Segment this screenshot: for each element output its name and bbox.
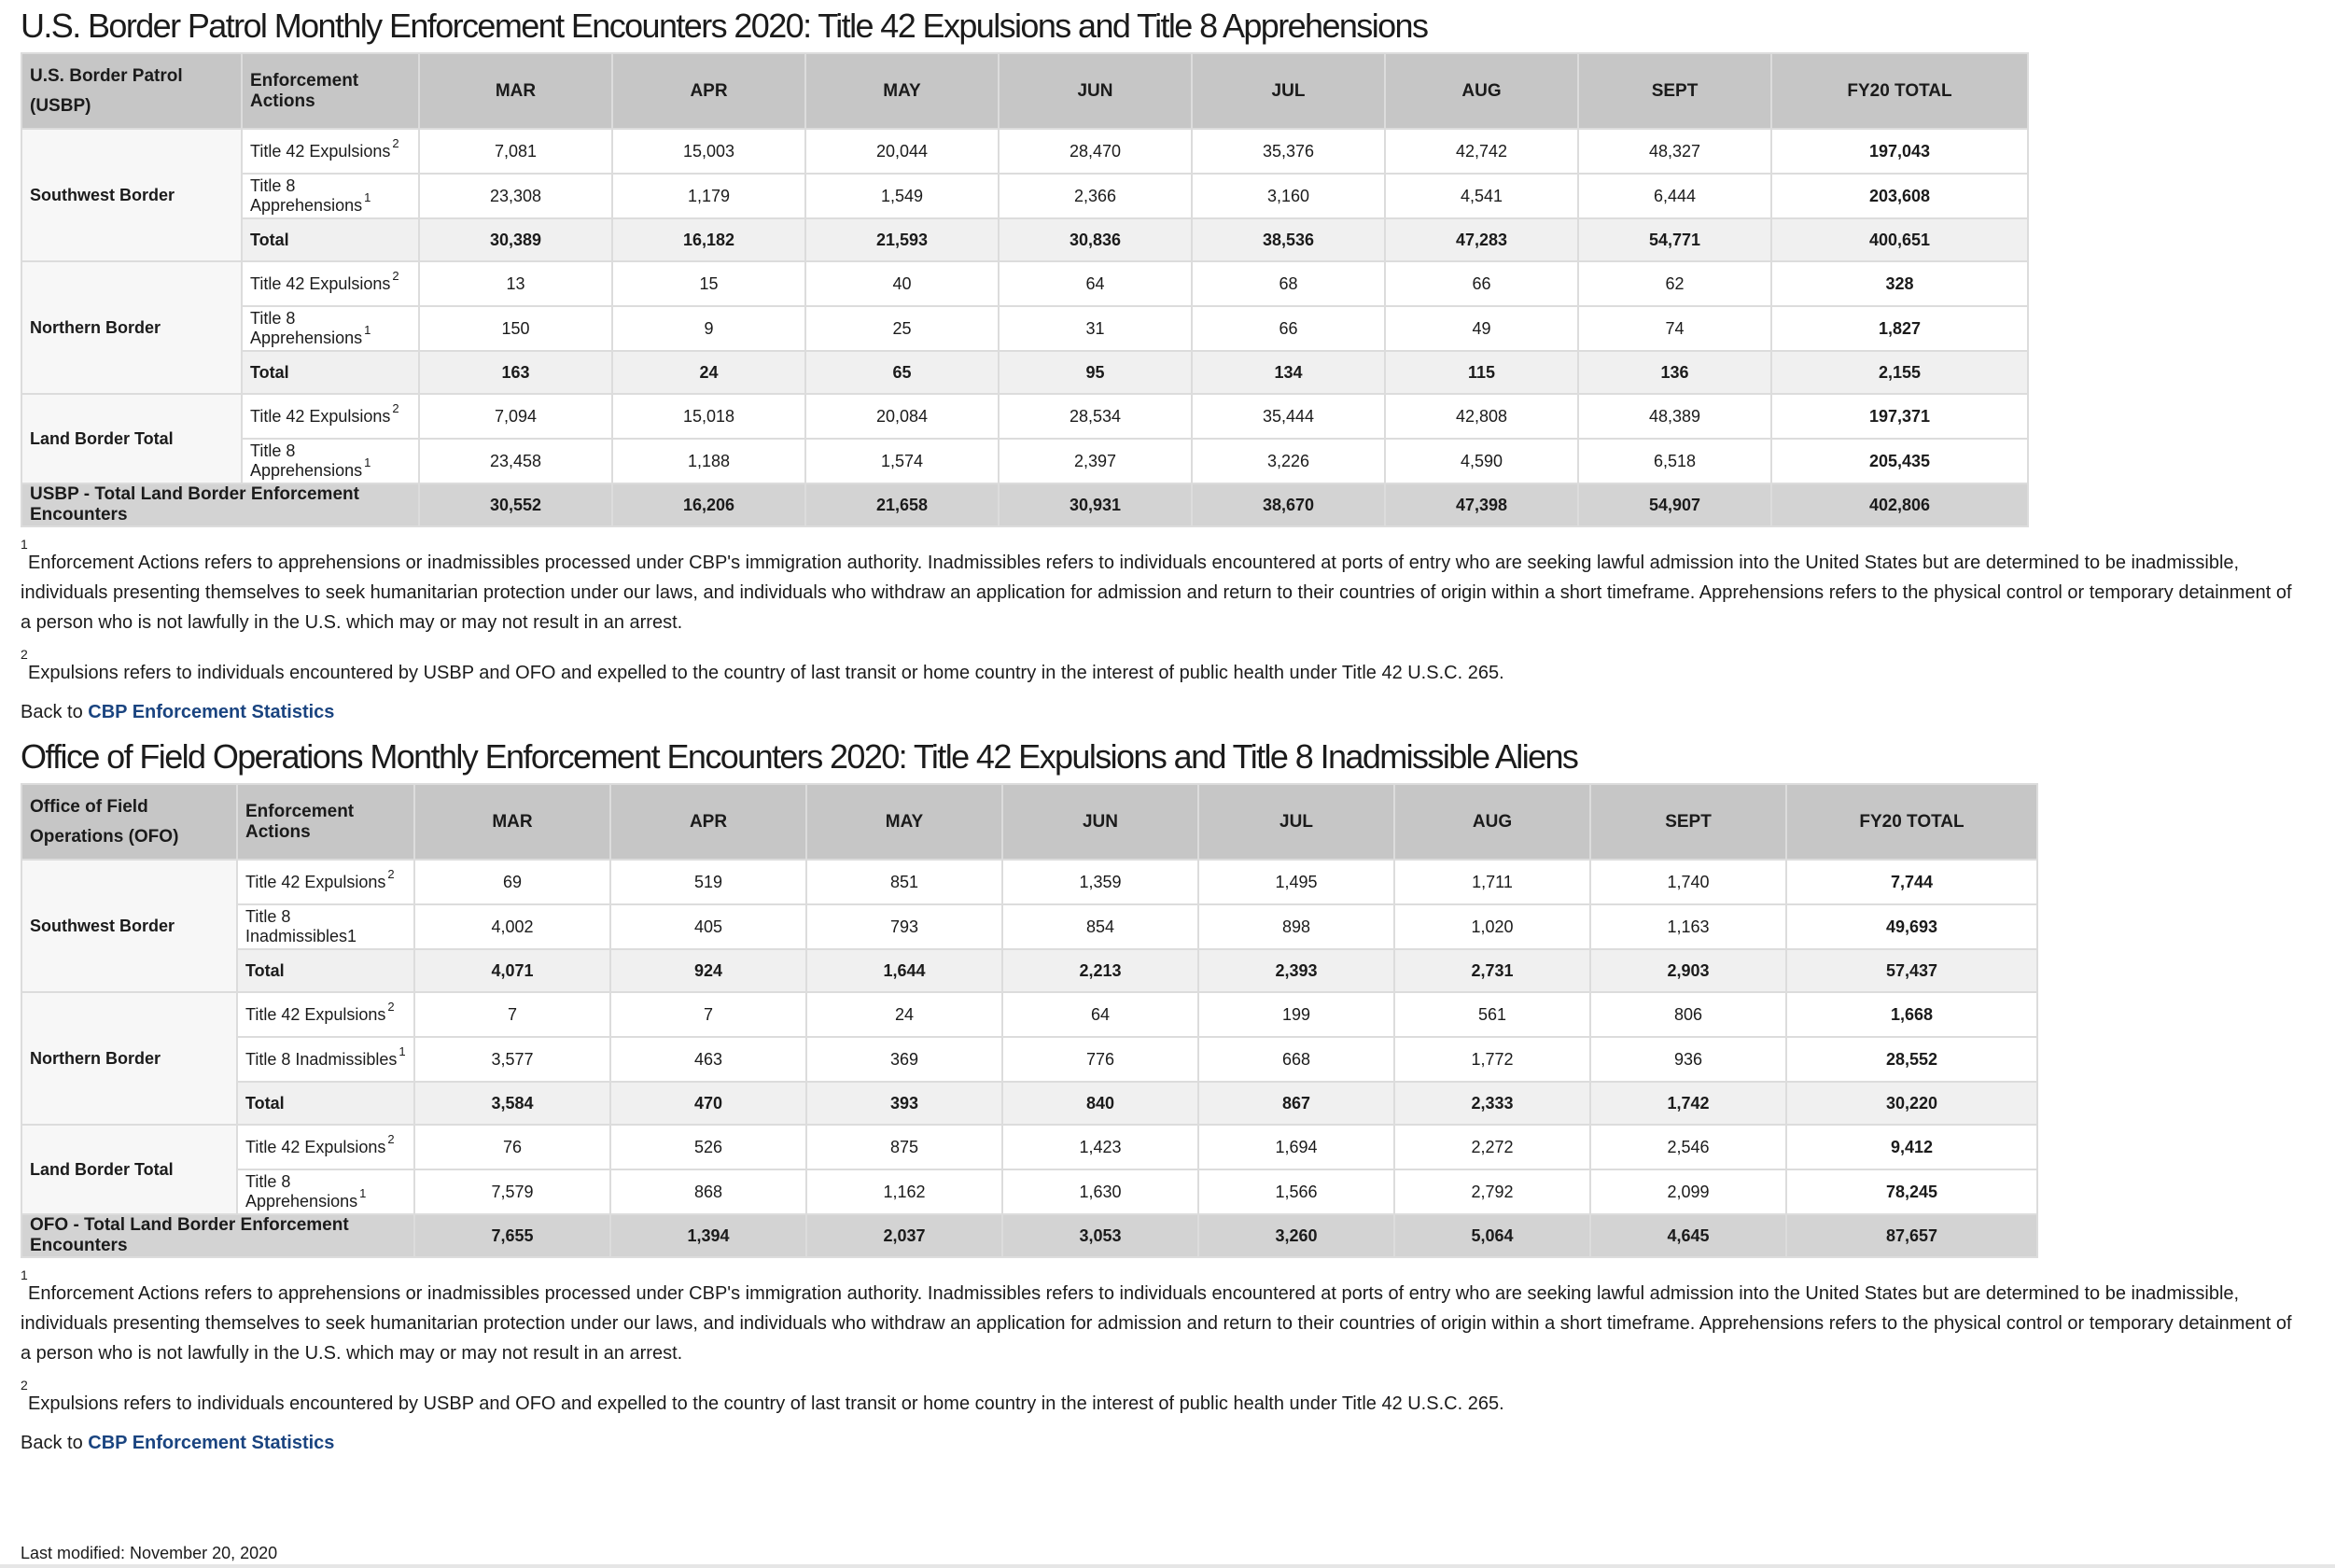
last-modified: Last modified: November 20, 2020 [21,1544,278,1562]
value-cell: 3,226 [1192,439,1385,483]
table-row [21,860,2037,904]
value-cell: 20,084 [805,394,999,439]
page [21,0,2316,1458]
table-row [21,129,2028,174]
value-cell: 62 [1578,261,1771,306]
value-cell: 854 [1002,904,1198,949]
footnote-ref: 1 [364,190,371,204]
grand-fy-total-cell: 87,657 [1786,1214,2037,1257]
footnote-ref: 1 [364,323,371,337]
action-label-text: Title 8 Apprehensions [250,441,363,480]
footnote-text: Expulsions refers to individuals encountered by USBP and OFO and expelled to the country of last transit or home country in the interest of public health under Title 42 U.S.C. 265. [28,663,1504,683]
action-label [237,860,414,904]
value-cell: 1,694 [1198,1125,1394,1169]
value-cell: 1,188 [612,439,805,483]
value-cell: 470 [610,1082,806,1125]
grand-value-cell: 7,655 [414,1214,610,1257]
fy-total-cell: 2,155 [1771,351,2028,394]
header-month: JUN [999,53,1192,129]
region-label: Land Border Total [21,1125,237,1214]
action-label [237,1082,414,1125]
value-cell: 74 [1578,306,1771,351]
grand-value-cell: 1,394 [610,1214,806,1257]
fy-total-cell: 1,827 [1771,306,2028,351]
fy-total-cell: 30,220 [1786,1082,2037,1125]
value-cell: 66 [1385,261,1578,306]
value-cell: 2,397 [999,439,1192,483]
value-cell: 1,359 [1002,860,1198,904]
value-cell: 115 [1385,351,1578,394]
footnote-mark: 1 [21,537,28,552]
usbp-header-row [21,53,2028,129]
action-label-text: Title 42 Expulsions [250,273,391,293]
grand-value-cell: 30,931 [999,483,1192,526]
grand-value-cell: 16,206 [612,483,805,526]
footnote-text: Enforcement Actions refers to apprehensions or inadmissibles processed under CBP's immigration authority. Inadmissibles refers to individuals encountered at ports of entry who are seeking lawful admission into the United States but are determined to be inadmissible, individuals presenting themselves to seek humanitarian protection under our laws, and individuals who withdraw an application for admission and return to their countries of origin within a short timeframe. Apprehensions refers to the physical control or temporary detainment of a person who is not lawfully in the U.S. which may or may not result in an arrest. [21,553,2292,633]
action-label [242,351,419,394]
value-cell: 30,836 [999,218,1192,261]
value-cell: 15 [612,261,805,306]
value-cell: 875 [806,1125,1002,1169]
fy-total-cell: 205,435 [1771,439,2028,483]
cbp-enforcement-statistics-link[interactable]: CBP Enforcement Statistics [88,702,335,722]
footnote-ref: 2 [392,268,399,283]
value-cell: 30,389 [419,218,612,261]
header-total: FY20 TOTAL [1786,784,2037,860]
value-cell: 1,423 [1002,1125,1198,1169]
action-label [242,394,419,439]
table-row [21,1125,2037,1169]
table-row [21,174,2028,218]
action-label [242,174,419,218]
value-cell: 38,536 [1192,218,1385,261]
table-row [21,394,2028,439]
grand-total-row [21,1214,2037,1257]
grand-value-cell: 30,552 [419,483,612,526]
action-label [237,1037,414,1082]
action-label-text: Total [250,362,289,382]
footnote-ref: 1 [359,1186,367,1200]
value-cell: 7 [610,992,806,1037]
action-label [242,129,419,174]
value-cell: 2,333 [1394,1082,1590,1125]
header-month: JUL [1192,53,1385,129]
table-row [21,261,2028,306]
header-total: FY20 TOTAL [1771,53,2028,129]
action-label-text: Title 42 Expulsions [250,406,391,426]
value-cell: 69 [414,860,610,904]
value-cell: 519 [610,860,806,904]
grand-value-cell: 5,064 [1394,1214,1590,1257]
value-cell: 1,549 [805,174,999,218]
value-cell: 28,534 [999,394,1192,439]
action-label [237,992,414,1037]
value-cell: 199 [1198,992,1394,1037]
value-cell: 369 [806,1037,1002,1082]
fy-total-cell: 328 [1771,261,2028,306]
grand-value-cell: 2,037 [806,1214,1002,1257]
usbp-title: U.S. Border Patrol Monthly Enforcement Encounters 2020: Title 42 Expulsions and Title 8 Apprehensions [21,7,1428,45]
value-cell: 1,179 [612,174,805,218]
header-month: SEPT [1578,53,1771,129]
header-region: Office of Field Operations (OFO) [21,784,237,860]
value-cell: 25 [805,306,999,351]
fy-total-cell: 197,371 [1771,394,2028,439]
header-month: JUN [1002,784,1198,860]
table-row [21,904,2037,949]
grand-value-cell: 54,907 [1578,483,1771,526]
subtotal-row [21,218,2028,261]
value-cell: 405 [610,904,806,949]
fy-total-cell: 57,437 [1786,949,2037,992]
value-cell: 6,518 [1578,439,1771,483]
value-cell: 7,579 [414,1169,610,1214]
value-cell: 7,081 [419,129,612,174]
action-label-text: Title 42 Expulsions [250,141,391,161]
value-cell: 40 [805,261,999,306]
grand-value-cell: 3,260 [1198,1214,1394,1257]
header-month: JUL [1198,784,1394,860]
value-cell: 2,099 [1590,1169,1786,1214]
fy-total-cell: 400,651 [1771,218,2028,261]
header-month: SEPT [1590,784,1786,860]
value-cell: 65 [805,351,999,394]
action-label [242,306,419,351]
value-cell: 1,495 [1198,860,1394,904]
value-cell: 2,366 [999,174,1192,218]
value-cell: 76 [414,1125,610,1169]
footnote-ref: 1 [398,1043,406,1058]
value-cell: 898 [1198,904,1394,949]
grand-total-label: OFO - Total Land Border Enforcement Encounters [21,1214,414,1257]
footnote-ref: 2 [387,1131,395,1146]
back-prefix: Back to [21,702,83,722]
footnote-mark: 1 [21,1267,28,1282]
value-cell: 7 [414,992,610,1037]
value-cell: 393 [806,1082,1002,1125]
value-cell: 4,002 [414,904,610,949]
fy-total-cell: 49,693 [1786,904,2037,949]
grand-value-cell: 4,645 [1590,1214,1786,1257]
ofo-section [21,731,2316,1458]
value-cell: 924 [610,949,806,992]
value-cell: 4,590 [1385,439,1578,483]
region-label: Land Border Total [21,394,242,483]
footnote-1 [21,1267,2298,1368]
subtotal-row [21,351,2028,394]
grand-value-cell: 38,670 [1192,483,1385,526]
action-label [242,439,419,483]
ofo-header-row [21,784,2037,860]
fy-total-cell: 203,608 [1771,174,2028,218]
header-month: AUG [1394,784,1590,860]
header-actions: Enforcement Actions [237,784,414,860]
value-cell: 49 [1385,306,1578,351]
footnote-1 [21,537,2298,637]
value-cell: 23,308 [419,174,612,218]
value-cell: 1,742 [1590,1082,1786,1125]
action-label-text: Title 8 Apprehensions [245,1172,358,1211]
value-cell: 48,327 [1578,129,1771,174]
footnote-mark: 2 [21,647,28,662]
action-label-text: Title 8 Apprehensions [250,176,363,215]
header-region: U.S. Border Patrol (USBP) [21,53,242,129]
value-cell: 851 [806,860,1002,904]
action-label [242,218,419,261]
value-cell: 1,020 [1394,904,1590,949]
grand-value-cell: 47,398 [1385,483,1578,526]
value-cell: 3,577 [414,1037,610,1082]
value-cell: 3,584 [414,1082,610,1125]
header-actions: Enforcement Actions [242,53,419,129]
header-month: MAR [414,784,610,860]
ofo-body [21,860,2037,1257]
footnote-text: Expulsions refers to individuals encountered by USBP and OFO and expelled to the country of last transit or home country in the interest of public health under Title 42 U.S.C. 265. [28,1393,1504,1414]
value-cell: 13 [419,261,612,306]
value-cell: 28,470 [999,129,1192,174]
value-cell: 776 [1002,1037,1198,1082]
value-cell: 1,566 [1198,1169,1394,1214]
value-cell: 2,213 [1002,949,1198,992]
value-cell: 1,740 [1590,860,1786,904]
ofo-title: Office of Field Operations Monthly Enforcement Encounters 2020: Title 42 Expulsions and Title 8 Inadmissible Aliens [21,737,1578,776]
value-cell: 21,593 [805,218,999,261]
action-label [237,1125,414,1169]
value-cell: 6,444 [1578,174,1771,218]
fy-total-cell: 28,552 [1786,1037,2037,1082]
footnote-ref: 2 [392,400,399,415]
value-cell: 64 [999,261,1192,306]
value-cell: 42,808 [1385,394,1578,439]
footnote-text: Enforcement Actions refers to apprehensions or inadmissibles processed under CBP's immigration authority. Inadmissibles refers to individuals encountered at ports of entry who are seeking lawful admission into the United States but are determined to be inadmissible, individuals presenting themselves to seek humanitarian protection under our laws, and individuals who withdraw an application for admission and return to their countries of origin within a short timeframe. Apprehensions refers to the physical control or temporary detainment of a person who is not lawfully in the U.S. which may or may not result in an arrest. [21,1283,2292,1364]
value-cell: 24 [806,992,1002,1037]
fy-total-cell: 1,668 [1786,992,2037,1037]
value-cell: 2,792 [1394,1169,1590,1214]
subtotal-row [21,1082,2037,1125]
value-cell: 1,772 [1394,1037,1590,1082]
action-label-text: Total [245,960,285,980]
bottom-divider [0,1564,2335,1568]
value-cell: 4,071 [414,949,610,992]
value-cell: 95 [999,351,1192,394]
value-cell: 2,393 [1198,949,1394,992]
action-label-text: Total [250,230,289,249]
action-label [237,904,414,949]
table-row [21,306,2028,351]
cbp-enforcement-statistics-link[interactable]: CBP Enforcement Statistics [88,1433,335,1453]
value-cell: 668 [1198,1037,1394,1082]
usbp-body [21,129,2028,526]
header-month: MAR [419,53,612,129]
value-cell: 463 [610,1037,806,1082]
value-cell: 9 [612,306,805,351]
header-month: MAY [806,784,1002,860]
table-row [21,439,2028,483]
value-cell: 1,711 [1394,860,1590,904]
subtotal-row [21,949,2037,992]
value-cell: 31 [999,306,1192,351]
usbp-footnotes [21,537,2298,727]
value-cell: 4,541 [1385,174,1578,218]
value-cell: 68 [1192,261,1385,306]
value-cell: 2,731 [1394,949,1590,992]
value-cell: 1,574 [805,439,999,483]
action-label-text: Total [245,1093,285,1113]
footnote-2 [21,1378,2298,1419]
value-cell: 1,644 [806,949,1002,992]
action-label-text: Title 42 Expulsions [245,1137,386,1156]
ofo-table [21,783,2038,1258]
value-cell: 134 [1192,351,1385,394]
action-label-text: Title 8 Apprehensions [250,309,363,347]
fy-total-cell: 197,043 [1771,129,2028,174]
value-cell: 35,376 [1192,129,1385,174]
value-cell: 48,389 [1578,394,1771,439]
value-cell: 15,003 [612,129,805,174]
header-month: AUG [1385,53,1578,129]
value-cell: 1,630 [1002,1169,1198,1214]
value-cell: 20,044 [805,129,999,174]
header-month: APR [610,784,806,860]
table-row [21,1169,2037,1214]
footnote-ref: 2 [387,866,395,881]
table-row [21,1037,2037,1082]
grand-value-cell: 21,658 [805,483,999,526]
region-label: Northern Border [21,261,242,394]
action-label-text: Title 42 Expulsions [245,872,386,891]
action-label-text: Title 42 Expulsions [245,1004,386,1024]
value-cell: 42,742 [1385,129,1578,174]
value-cell: 840 [1002,1082,1198,1125]
value-cell: 16,182 [612,218,805,261]
value-cell: 66 [1192,306,1385,351]
footnote-2 [21,647,2298,688]
value-cell: 3,160 [1192,174,1385,218]
header-month: APR [612,53,805,129]
value-cell: 15,018 [612,394,805,439]
action-label [237,1169,414,1214]
usbp-section [21,0,2316,727]
fy-total-cell: 78,245 [1786,1169,2037,1214]
value-cell: 24 [612,351,805,394]
back-prefix: Back to [21,1433,83,1453]
value-cell: 2,272 [1394,1125,1590,1169]
action-label-text: Title 8 Inadmissibles [245,1049,398,1069]
footnote-ref: 2 [392,135,399,150]
table-row [21,992,2037,1037]
value-cell: 561 [1394,992,1590,1037]
value-cell: 35,444 [1192,394,1385,439]
action-label [242,261,419,306]
back-link-row [21,697,2298,727]
value-cell: 526 [610,1125,806,1169]
value-cell: 806 [1590,992,1786,1037]
value-cell: 867 [1198,1082,1394,1125]
value-cell: 793 [806,904,1002,949]
value-cell: 163 [419,351,612,394]
value-cell: 2,903 [1590,949,1786,992]
fy-total-cell: 7,744 [1786,860,2037,904]
usbp-table [21,52,2029,527]
value-cell: 1,162 [806,1169,1002,1214]
fy-total-cell: 9,412 [1786,1125,2037,1169]
value-cell: 1,163 [1590,904,1786,949]
action-label [237,949,414,992]
value-cell: 868 [610,1169,806,1214]
grand-fy-total-cell: 402,806 [1771,483,2028,526]
value-cell: 54,771 [1578,218,1771,261]
grand-total-label: USBP - Total Land Border Enforcement Encounters [21,483,419,526]
action-label-text: Title 8 Inadmissibles1 [245,907,357,945]
value-cell: 150 [419,306,612,351]
value-cell: 64 [1002,992,1198,1037]
ofo-footnotes [21,1267,2298,1458]
value-cell: 47,283 [1385,218,1578,261]
value-cell: 2,546 [1590,1125,1786,1169]
footnote-ref: 2 [387,999,395,1014]
value-cell: 136 [1578,351,1771,394]
region-label: Southwest Border [21,860,237,992]
grand-total-row [21,483,2028,526]
footnote-mark: 2 [21,1378,28,1393]
value-cell: 936 [1590,1037,1786,1082]
footnote-ref: 1 [364,455,371,469]
back-link-row [21,1428,2298,1458]
value-cell: 7,094 [419,394,612,439]
header-month: MAY [805,53,999,129]
grand-value-cell: 3,053 [1002,1214,1198,1257]
region-label: Southwest Border [21,129,242,261]
region-label: Northern Border [21,992,237,1125]
value-cell: 23,458 [419,439,612,483]
